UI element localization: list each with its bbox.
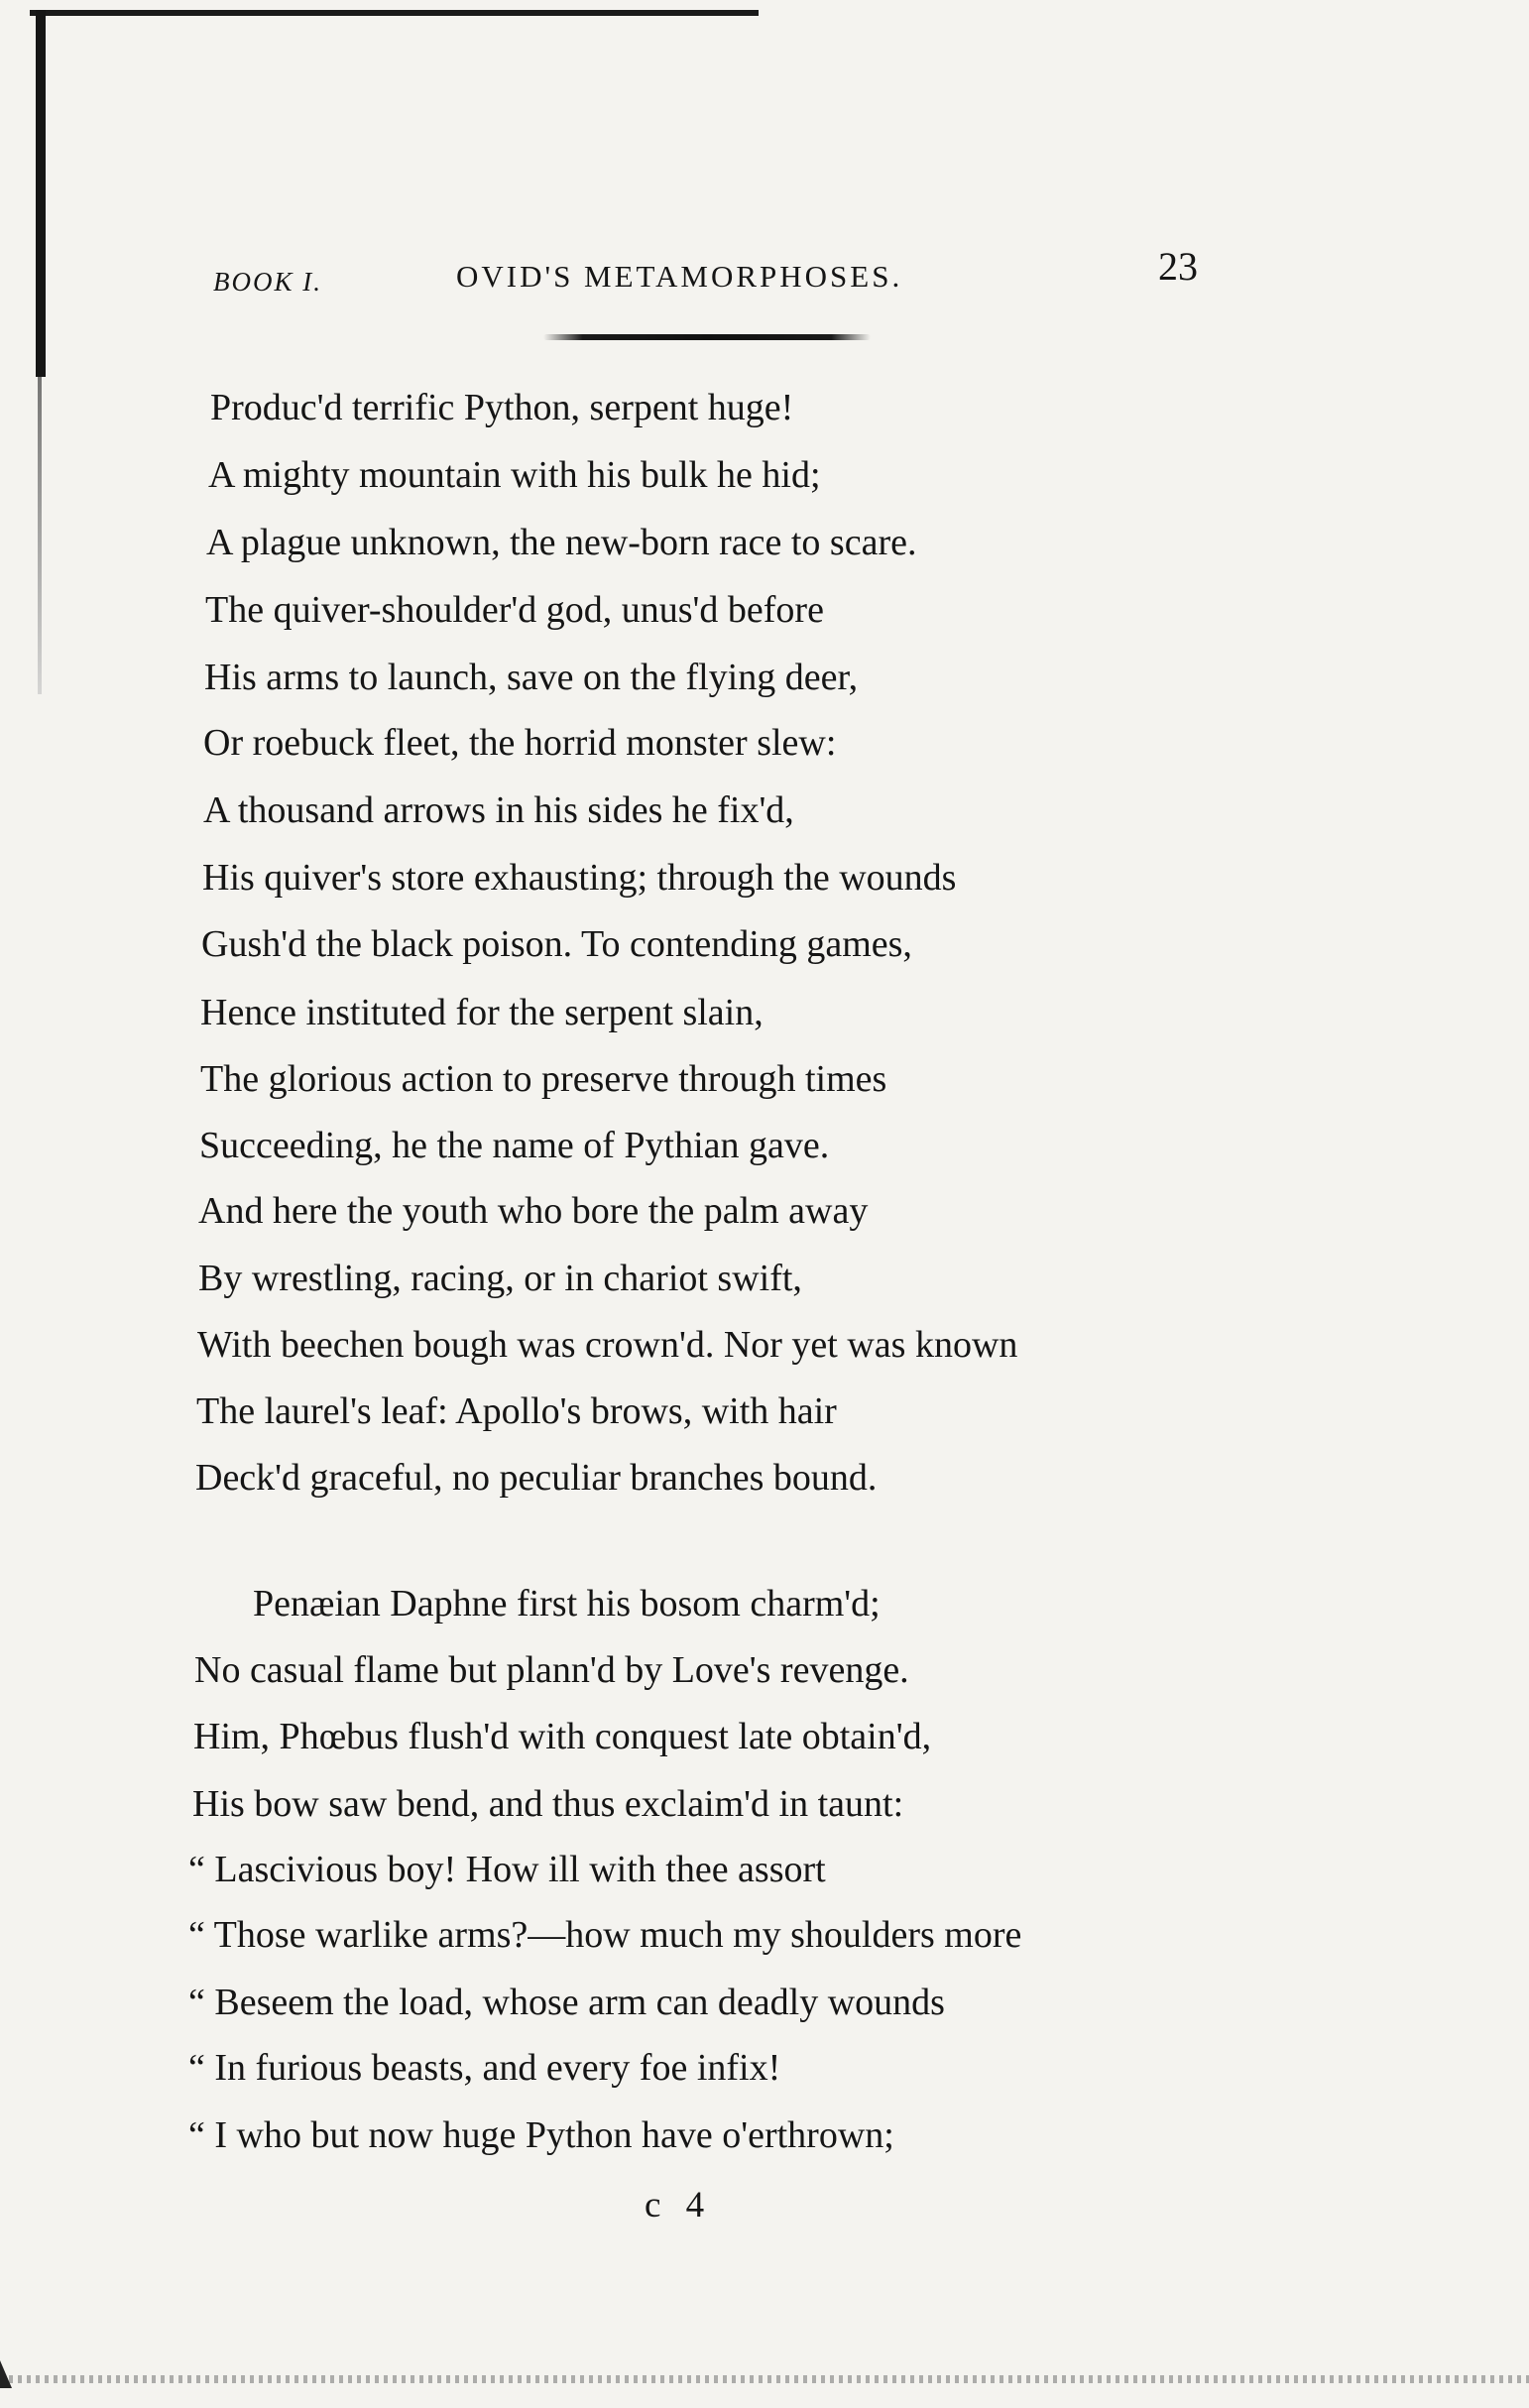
running-head-title: OVID'S METAMORPHOSES.	[456, 259, 903, 294]
verse-line: “ Beseem the load, whose arm can deadly wounds	[188, 1982, 945, 2023]
running-header	[0, 243, 1529, 312]
verse-line: His quiver's store exhausting; through the wounds	[202, 857, 957, 899]
verse-line: Gush'd the black poison. To contending games,	[201, 923, 912, 965]
verse-line: With beechen bough was crown'd. Nor yet was known	[197, 1324, 1018, 1366]
verse-line: The quiver-shoulder'd god, unus'd before	[205, 589, 824, 631]
verse-line: “ Lascivious boy! How ill with thee assort	[188, 1849, 826, 1890]
verse-line: “ Those warlike arms?—how much my shoulders more	[188, 1914, 1022, 1956]
header-ornament-rule	[543, 334, 871, 340]
verse-line: By wrestling, racing, or in chariot swift,	[198, 1258, 802, 1299]
verse-line: Penæian Daphne first his bosom charm'd;	[253, 1583, 881, 1625]
verse-line: No casual flame but plann'd by Love's revenge.	[194, 1649, 909, 1691]
verse-line: And here the youth who bore the palm away	[198, 1190, 869, 1232]
verse-line: A thousand arrows in his sides he fix'd,	[203, 789, 794, 831]
running-head-book: BOOK I.	[213, 267, 322, 297]
verse-line: His arms to launch, save on the flying deer,	[204, 657, 859, 698]
bottom-page-edge	[0, 2375, 1529, 2383]
verse-line: Or roebuck fleet, the horrid monster slew:	[203, 722, 837, 764]
verse-line: Deck'd graceful, no peculiar branches bound.	[195, 1457, 878, 1499]
verse-line: A mighty mountain with his bulk he hid;	[208, 454, 821, 496]
verse-line: Produc'd terrific Python, serpent huge!	[210, 387, 794, 428]
verse-line: A plague unknown, the new-born race to scare.	[206, 522, 917, 563]
left-border-fade	[38, 377, 42, 694]
left-border-rule	[36, 10, 46, 377]
verse-line: Him, Phœbus flush'd with conquest late obtain'd,	[193, 1716, 932, 1757]
verse-line: Succeeding, he the name of Pythian gave.	[199, 1125, 830, 1166]
verse-line: The glorious action to preserve through times	[200, 1058, 887, 1100]
verse-line: Hence instituted for the serpent slain,	[200, 992, 764, 1033]
verse-line: His bow saw bend, and thus exclaim'd in taunt:	[192, 1783, 904, 1825]
verse-line: “ In furious beasts, and every foe infix!	[188, 2047, 781, 2089]
verse-line: The laurel's leaf: Apollo's brows, with hair	[196, 1390, 837, 1432]
verse-line: “ I who but now huge Python have o'erthrown;	[188, 2114, 894, 2156]
page-number: 23	[1158, 244, 1198, 289]
signature-mark: c 4	[645, 2185, 713, 2226]
top-border-rule	[30, 10, 759, 16]
corner-mark	[0, 2360, 12, 2388]
